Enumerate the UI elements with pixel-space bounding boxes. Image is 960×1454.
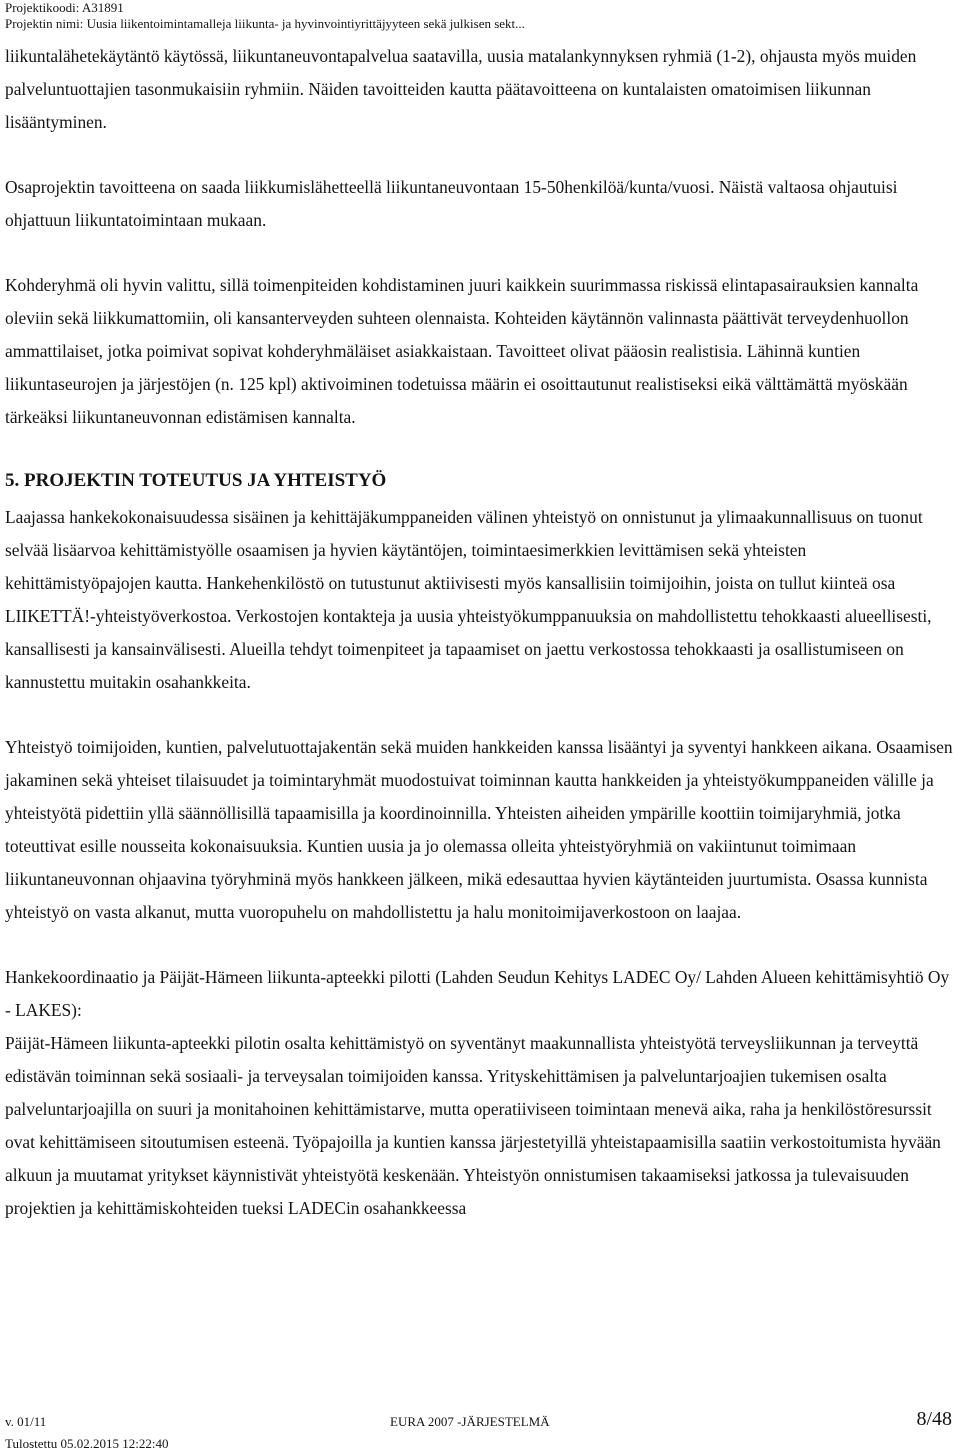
section-heading: 5. PROJEKTIN TOTEUTUS JA YHTEISTYÖ [5, 470, 387, 491]
document-body [5, 40, 955, 1225]
system-label: EURA 2007 -JÄRJESTELMÄ [390, 1414, 550, 1429]
paragraph: Laajassa hankekokonaisuudessa sisäinen ja kehittäjäkumppaneiden välinen yhteistyö on onnistunut ja ylimaakunnallisuus on tuonut selvää lisäarvoa kehittämistyölle osaamisen ja hyvien käytäntöjen, toimintaesimerkkien levittämisen sekä yhteisten kehittämistyöpajojen kautta. Hankehenkilöstö on tutustunut aktiivisesti myös kansallisiin toimijoihin, joista on tullut kiinteä osa LIIKETTÄ!-yhteistyöverkostoa. Verkostojen kontakteja ja uusia yhteistyökumppanuuksia on mahdollistettu tehokkaasti alueellisesti, kansallisesti ja kansainvälisesti. Alueilla tehdyt toimenpiteet ja tapaamiset on jaettu verkostossa tehokkaasti ja osallistumiseen on kannustettu muitakin osahankkeita. [5, 507, 932, 692]
paragraph: liikuntalähetekäytäntö käytössä, liikuntaneuvontapalvelua saatavilla, uusia matalankynnyksen ryhmiä (1-2), ohjausta myös muiden palveluntuottajien tasonmukaisiin ryhmiin. Näiden tavoitteiden kautta päätavoitteena on kuntalaisten omatoimisen liikunnan lisääntyminen. [5, 46, 917, 132]
print-timestamp: Tulostettu 05.02.2015 12:22:40 [5, 1436, 169, 1451]
subsection-title: Hankekoordinaatio ja Päijät-Hämeen liikunta-apteekki pilotti (Lahden Seudun Kehitys LADEC Oy/ Lahden Alueen kehittämisyhtiö Oy - LAKES): [5, 967, 950, 1020]
paragraph: Yhteistyö toimijoiden, kuntien, palvelutuottajakentän sekä muiden hankkeiden kanssa lisääntyi ja syventyi hankkeen aikana. Osaamisen jakaminen sekä yhteiset tilaisuudet ja toimintaryhmät muodostuivat toiminnan kautta hankkeiden ja yhteistyökumppaneiden välille ja yhteistyötä pidettiin yllä säännöllisillä tapaamisilla ja koordinoinnilla. Yhteisten aiheiden ympärille koottiin toimijaryhmiä, jotka toteuttivat esille nousseita kokonaisuuksia. Kuntien uusia ja jo olemassa olleita yhteistyöryhmiä on vakiintunut toimimaan liikuntaneuvonnan ohjaavina työryhminä myös hankkeen jälkeen, mikä edesauttaa hyvien käytänteiden juurtumista. Osassa kunnista yhteistyö on vasta alkanut, mutta vuoropuhelu on mahdollistettu ja halu monitoimijaverkostoon on laajaa. [5, 737, 953, 922]
page-number: 8/48 [916, 1408, 952, 1430]
paragraph: Päijät-Hämeen liikunta-apteekki pilotin osalta kehittämistyö on syventänyt maakunnallista yhteistyötä terveysliikunnan ja terveyttä edistävän toiminnan sekä sosiaali- ja terveysalan toimijoiden kanssa. Yrityskehittämisen ja palveluntarjoajien tukemisen osalta palveluntarjoajilla on suuri ja monitahoinen kehittämistarve, mutta operatiiviseen toimintaan menevä aika, raha ja henkilöstöresurssit ovat kehittämiseen sitoutumisen esteenä. Työpajoilla ja kuntien kanssa järjestetyillä yhteistapaamisilla saatiin verkostoitumista hyvään alkuun ja muutamat yritykset käynnistivät yhteistyötä keskenään. Yhteistyön onnistumisen takaamiseksi jatkossa ja tulevaisuuden projektien ja kehittämiskohteiden tueksi LADECin osahankkeessa [5, 1033, 941, 1218]
page-header [5, 0, 525, 32]
version-label: v. 01/11 [5, 1414, 47, 1429]
paragraph: Kohderyhmä oli hyvin valittu, sillä toimenpiteiden kohdistaminen juuri kaikkein suurimmassa riskissä elintapasairauksien kannalta oleviin sekä liikkumattomiin, oli kansanterveyden suhteen olennaista. Kohteiden käytännön valinnasta päättivät terveydenhuollon ammattilaiset, jotka poimivat sopivat kohderyhmäläiset asiakkaistaan. Tavoitteet olivat pääosin realistisia. Lähinnä kuntien liikuntaseurojen ja järjestöjen (n. 125 kpl) aktivoiminen todetuissa määrin ei osoittautunut realistiseksi eikä välttämättä myöskään tärkeäksi liikuntaneuvonnan edistämisen kannalta. [5, 275, 919, 427]
project-name: Projektin nimi: Uusia liikentoimintamalleja liikunta- ja hyvinvointiyrittäjyyteen sekä julkisen sekt... [5, 16, 525, 31]
paragraph: Osaprojektin tavoitteena on saada liikkumislähetteellä liikuntaneuvontaan 15-50henkilöä/kunta/vuosi. Näistä valtaosa ohjautuisi ohjattuun liikuntatoimintaan mukaan. [5, 177, 898, 230]
project-code: Projektikoodi: A31891 [5, 0, 124, 15]
